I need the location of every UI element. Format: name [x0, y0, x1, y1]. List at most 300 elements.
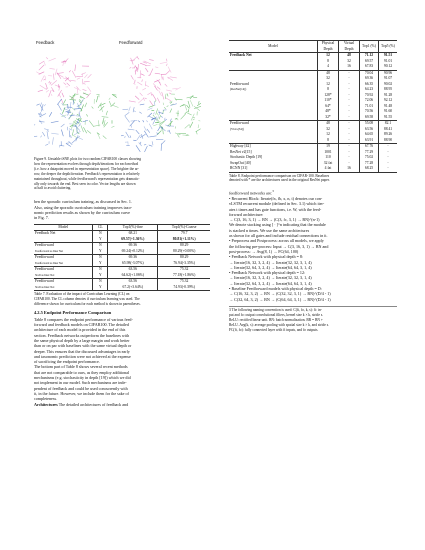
table-cell: - [339, 76, 360, 82]
tsne-arrow [190, 122, 193, 128]
tsne-arrow [60, 145, 61, 148]
table-cell: 69.36 [360, 76, 379, 82]
table-cell: 80.29 [180, 255, 189, 260]
tsne-panel-feedback [34, 57, 118, 147]
tsne-arrow [170, 109, 172, 113]
tsne-arrow [83, 127, 86, 133]
tsne-plots [34, 45, 210, 157]
table-cell: 64.62(+1.06%) [108, 273, 158, 279]
table8-header-physical: Physical Depth [318, 41, 339, 53]
tsne-arrow [83, 83, 86, 85]
tsne-arrow [139, 112, 141, 114]
tsne-arrow [41, 136, 42, 138]
table-cell: 71.01 [360, 104, 379, 110]
table-cell: - [339, 98, 360, 104]
tsne-arrow [111, 126, 114, 127]
table-cell: N [93, 267, 108, 273]
tsne-arrow [61, 130, 63, 137]
table-cell: 64.23 [360, 87, 379, 93]
table-cell: Feedback Net [34, 231, 93, 237]
table-cell: 12 [318, 132, 339, 138]
tsne-arrow [166, 71, 170, 75]
table-cell: 75.02 [360, 155, 379, 161]
tsne-arrow [52, 137, 53, 144]
table-cell: 91.01 [383, 58, 393, 63]
tsne-arrow [169, 130, 171, 134]
table-cell: 48 [318, 70, 339, 76]
table-cell: Stochastic Depth [19] [229, 155, 318, 161]
table-cell: 88.41 [383, 126, 393, 131]
tsne-arrow [167, 59, 168, 62]
tsne-arrow [193, 119, 195, 120]
tsne-arrow [63, 100, 65, 104]
table-cell: 63.56 [108, 267, 158, 273]
tsne-arrow [69, 141, 73, 144]
tsne-arrow [34, 124, 35, 128]
tsne-arrow [58, 104, 61, 110]
tsne-panel-feedforward [121, 56, 201, 152]
table-cell: 89.26 [383, 132, 393, 136]
section-heading: 4.2.5 Endpoint Performance Comparison [34, 309, 112, 315]
tsne-arrow [187, 96, 194, 98]
text-line: forward architecture: [229, 211, 264, 217]
table-cell: Feedforward [34, 279, 93, 285]
text-line: → Iterate(32, 64, 3, 2, 4) → Iterate(64, 64, 3, 1, 4) [229, 280, 312, 286]
caption-line: at half to avoid cluttering. [34, 186, 72, 191]
table-cell: Feedforward as Inter Net [34, 249, 93, 255]
tsne-figure [34, 40, 210, 157]
tsne-arrow [188, 101, 190, 108]
tsne-arrow [65, 77, 70, 82]
table-cell: Feedback Net [229, 53, 318, 59]
table7-header-cl: CL [93, 224, 108, 231]
tsne-arrow [155, 86, 158, 91]
tsne-arrow [137, 57, 139, 60]
tsne-arrow [172, 88, 177, 89]
text-line: Table 8 compares the endpoint performance of various feed- [34, 316, 133, 322]
tsne-arrow [149, 105, 155, 107]
table-cell: Feedforward [34, 243, 93, 249]
tsne-arrow [130, 60, 135, 61]
table-cell: - [339, 127, 360, 133]
tsne-arrow [125, 112, 130, 115]
tsne-arrow [67, 83, 70, 86]
table-cell: - [387, 160, 389, 165]
table-cell: 70.04 [360, 70, 379, 76]
tsne-arrow [129, 101, 136, 102]
tsne-arrow [39, 61, 44, 64]
tsne-arrow [160, 62, 167, 63]
tsne-arrow [135, 96, 139, 100]
tsne-arrow [38, 90, 43, 92]
text-line: deeper. This ensures that the discussed advantages in early [34, 348, 130, 354]
tsne-arrow [153, 115, 155, 117]
footnote-line: 3 The following naming convention is used: C(fi, fo, k, s): fi: in- [229, 307, 322, 312]
footnote-mark: 3 [272, 189, 274, 194]
table-cell: 8 [318, 87, 339, 93]
tsne-arrow [69, 130, 70, 137]
tsne-arrow [140, 104, 145, 105]
tsne-arrow [45, 144, 48, 145]
tsne-arrow [50, 68, 55, 69]
text-line: ben the sporadic curriculum training, as discussed in Sec. 1. [34, 199, 132, 205]
tsne-arrow [145, 68, 148, 72]
footnote [229, 306, 397, 333]
table-cell: 68.21 [108, 231, 158, 237]
table8-header-top1: Top1 (%) [360, 41, 379, 53]
tsne-arrow [188, 109, 189, 112]
text-line: and taxonomic prediction were not achieved at the expense [34, 353, 131, 359]
tsne-arrow [72, 129, 74, 135]
table-cell: - [339, 138, 360, 144]
tsne-arrow [198, 101, 199, 104]
text-line: architecture of each model is provided in the end of this [34, 327, 126, 333]
tsne-arrow [170, 102, 172, 103]
tsne-arrow [103, 136, 107, 139]
tsne-arrow [39, 72, 45, 75]
table-cell: 55.08 [360, 121, 379, 127]
table-cell: 65.98(-3.07%) [108, 261, 158, 267]
table-cell: N [93, 231, 108, 237]
tsne-arrow [198, 125, 199, 129]
table8-header-model: Model [229, 41, 318, 53]
table-cell: N [93, 255, 108, 261]
table-cell: (VGG[34]) [229, 127, 318, 133]
tsne-arrow [81, 125, 84, 132]
tsne-arrow [46, 90, 49, 92]
tsne-arrow [149, 124, 152, 130]
tsne-arrow [137, 82, 142, 85]
tsne-arrow [85, 103, 87, 107]
table-cell: 90.12 [383, 64, 393, 68]
table-cell: 88.90 [383, 137, 393, 142]
tsne-arrow [152, 94, 156, 101]
tsne-arrow [77, 114, 80, 115]
tsne-arrow [145, 146, 148, 152]
tsne-arrow [151, 110, 154, 111]
tsne-arrow [197, 103, 201, 106]
table-cell: 69.57 [360, 59, 379, 65]
caption-line: denoted with * are the architectures used in the original ResNet paper. [229, 178, 330, 183]
table-cell: 90.96 [383, 70, 393, 75]
tsne-arrow [50, 82, 51, 85]
figure-label-feedforward: Feedforward [119, 40, 143, 45]
table-cell: 32* [318, 115, 339, 121]
tsne-arrow [133, 83, 135, 84]
text-line: is stacked n times. We use the same architectures [229, 227, 310, 233]
text-line: → C(3, 16, 3, 1) → BN → (C(3, fc, 3, 1) → BN)^(n-1) [229, 217, 320, 223]
tsne-arrow [131, 75, 134, 79]
tsne-arrow [138, 98, 144, 103]
table-cell: - [339, 144, 360, 150]
tsne-arrow [144, 126, 146, 130]
table-cell: Highway [42] [229, 144, 318, 150]
tsne-arrow [77, 78, 80, 79]
tsne-arrow [157, 87, 160, 90]
caption-line: (i.e. how a datapoint moved in representation space). The brighter the ar- [34, 166, 139, 171]
tsne-arrow [49, 81, 50, 83]
text-line: → Iterate(16, 32, 3, 2, 4) → Iterate(32, 32, 3, 1, 4) [229, 275, 312, 281]
tsne-arrow [51, 121, 59, 123]
table7-header-fine: Top1(%)-fine [108, 224, 158, 231]
table-cell: - [339, 161, 360, 167]
tsne-arrow [49, 90, 52, 97]
footnote-line: ReLU: rectified linear unit. BN: batch normalization. BR = BN + [229, 317, 323, 322]
caption-line: difference shown for curriculum for each method is shown in parentheses. [34, 301, 141, 306]
tsne-arrow [128, 129, 135, 130]
caption-line: ally only towards the end. Best seen in color. Vector lengths are shown [34, 181, 136, 186]
tsne-arrow [42, 132, 45, 136]
tsne-arrow [49, 58, 56, 61]
table-cell: 4 [318, 64, 339, 70]
tsne-arrow [144, 145, 146, 146]
table-cell: - [339, 132, 360, 138]
tsne-arrow [53, 74, 54, 80]
text-line: → Iterate(16, 32, 3, 2, 4) → Iterate(32, 32, 3, 1, 4) [229, 259, 312, 265]
table-cell: - [387, 144, 389, 148]
tsne-arrow [165, 119, 167, 121]
tsne-arrow [82, 89, 86, 90]
tsne-arrow [163, 103, 164, 105]
tsne-arrow [140, 134, 145, 137]
tsne-arrow [151, 93, 152, 95]
tsne-arrow [61, 99, 63, 103]
tsne-arrow [71, 135, 72, 138]
tsne-arrow [153, 112, 155, 114]
table8-header-top5: Top5 (%) [381, 43, 395, 48]
tsne-arrow [136, 130, 140, 134]
text-line: not implement in our model. Such mechanisms are inde- [34, 380, 127, 386]
tsne-arrow [51, 80, 57, 85]
table-cell: Feedforward [34, 267, 93, 273]
text-line: mechanisms (e.g. stochasticity in depth [19]) which we did [34, 375, 131, 381]
table-cell: SwapOut [40] [229, 161, 318, 167]
text-line: • Baseline Feedforward models with physical depth = D: [229, 286, 322, 292]
tsne-arrow [66, 111, 69, 112]
table-cell: 48 [339, 53, 360, 59]
table-cell: 82.1 [384, 121, 392, 125]
tsne-arrow [161, 116, 162, 118]
text-line: → Iterate(32, 64, 3, 2, 4) → Iterate(64, 64, 3, 1, 4) [229, 264, 312, 270]
tsne-arrow [70, 100, 77, 101]
table-cell: Feedforward [229, 121, 318, 127]
tsne-arrow [74, 108, 81, 109]
text-line: it, in the future. However, we include them for the sake of [34, 390, 129, 396]
tsne-arrow [69, 70, 71, 72]
table-cell: ResNet v2[15] [229, 150, 318, 156]
tsne-arrow [47, 131, 48, 139]
tsne-arrow [79, 124, 81, 127]
table-cell: 1001 [318, 150, 339, 156]
caption-line: how the representation evolves through depth/iterations for each method [34, 161, 139, 166]
architectures-line [34, 402, 210, 407]
table-cell: 69.36 [108, 243, 158, 249]
tsne-arrow [57, 73, 64, 74]
tsne-arrow [145, 85, 149, 87]
table-cell: - [339, 82, 360, 88]
text-line: post-process: → Avg(8, 1) → FC(64, 100) [229, 248, 299, 254]
tsne-arrow [109, 98, 111, 100]
table-cell: 8 [318, 59, 339, 65]
footnote-line: put and fo: output convolutional filters, kernel size k × k, stride s. [229, 312, 324, 317]
tsne-arrow [62, 107, 65, 113]
tsne-arrow [112, 105, 118, 107]
tsne-arrow [140, 93, 143, 96]
table-cell: 48 [318, 121, 339, 127]
tsne-arrow [167, 77, 173, 81]
table-cell: 70.92 [360, 93, 379, 99]
tsne-arrow [196, 131, 197, 134]
tsne-arrow [44, 104, 46, 106]
text-line: • Recurrent Block: Iterate(fx, fb, x, n, t) denotes our con- [229, 195, 323, 201]
figure-label-feedback: Feedback [36, 40, 55, 45]
table-cell: 67.2(+3.64%) [108, 285, 158, 291]
tsne-arrow [66, 143, 71, 146]
tsne-arrow [142, 88, 146, 90]
tsne-arrow [157, 113, 158, 115]
tsne-arrow [149, 136, 156, 137]
table-cell: Feedforward as Inter Net [34, 261, 93, 267]
tsne-arrow [96, 96, 98, 102]
tsne-arrow [37, 104, 40, 105]
table-cell: 70.56 [360, 109, 379, 115]
right-intro [229, 189, 397, 196]
table7-header-coarse: Top1(%)-Coarse [171, 224, 197, 229]
table-cell: - [387, 166, 389, 170]
table-cell: 48* [318, 109, 339, 115]
table-cell: 63.91 [360, 138, 379, 144]
tsne-arrow [129, 107, 131, 112]
table-cell: - [339, 155, 360, 161]
caption-line: maintained throughout, while feedforward's representation gets dramatic- [34, 176, 140, 181]
table-cell: 110 [318, 155, 339, 161]
table-cell: Y [93, 237, 108, 243]
table-cell: 68.25 [360, 166, 379, 172]
tsne-arrow [163, 76, 164, 80]
caption-line: Table 8. Endpoint performance comparison on CIFAR-100. Baselines [229, 173, 330, 178]
text-line: ates t times and has gate functions, i.e. W, with the feed- [229, 206, 322, 212]
tsne-arrow [44, 62, 46, 66]
table-cell: 63.56 [360, 127, 379, 133]
tsne-arrow [87, 114, 88, 116]
table-cell: Y [93, 249, 108, 255]
tsne-arrow [185, 124, 190, 128]
tsne-arrow [131, 58, 134, 65]
tsne-arrow [57, 99, 62, 105]
table-cell: 32 [339, 59, 360, 65]
tsne-arrow [170, 119, 171, 122]
tsne-arrow [155, 100, 156, 102]
table-cell: 91.48 [383, 103, 393, 108]
table-cell: Y [93, 285, 108, 291]
text-line: than or on par with baselines with the same virtual depth or [34, 343, 132, 349]
table-endpoint [229, 40, 397, 173]
table-cell: 16 [339, 166, 360, 172]
tsne-arrow [167, 94, 168, 97]
table-cell: 91.60 [383, 109, 393, 113]
table-cell: 72.06 [360, 98, 379, 104]
tsne-arrow [79, 138, 83, 140]
text-line: of sacrificing the endpoint performance. [34, 359, 100, 365]
tsne-arrow [137, 135, 141, 140]
tsne-arrow [190, 100, 193, 106]
tsne-arrow [92, 107, 94, 109]
tsne-arrow [155, 73, 160, 74]
text-line: pendent of feedback and could be used concurrently with [34, 385, 128, 391]
table-cell: N [93, 243, 108, 249]
tsne-arrow [70, 102, 71, 109]
right-column [229, 40, 397, 332]
tsne-arrow [147, 108, 152, 110]
text-line: → C(32, 64, 3, 2) → BN → (C(64, 64, 3, 1) → BN)^(D/4 - 1) [229, 296, 331, 302]
caption-line: Table 7. Evaluation of the impact of Curriculum Learning (CL) on [34, 292, 130, 297]
tsne-arrow [40, 85, 47, 89]
tsne-arrow [75, 65, 76, 72]
tsne-arrow [106, 111, 107, 115]
text-line: that are not comparable to ours, as they employ additional [34, 369, 130, 375]
tsne-arrow [170, 77, 177, 78]
caption-line: Figure 9. Unstable tSNE plots for two random CIFAR100 classes showing [34, 157, 142, 161]
text-line: the same physical depth by a large margin and work better [34, 337, 130, 343]
table-cell: 128* [318, 93, 339, 99]
tsne-arrow [131, 121, 138, 122]
text-line: the following pre-process: Input → C(3, 16, 3, 1) → BN and [229, 243, 329, 249]
tsne-arrow [51, 87, 54, 92]
table-cell: N [93, 279, 108, 285]
tsne-arrow [158, 127, 161, 131]
architecture-description [229, 196, 397, 302]
tsne-arrow [153, 124, 157, 126]
tsne-arrow [169, 93, 171, 94]
tsne-arrow [47, 130, 48, 132]
tsne-arrow [164, 107, 166, 109]
table-cell: - [387, 155, 389, 159]
table-cell: 92.12 [383, 98, 393, 102]
tsne-arrow [144, 131, 148, 138]
tsne-arrow [138, 64, 139, 72]
table-cell: 76.94(-3.35%) [173, 260, 195, 265]
table-cell: 19 [318, 144, 339, 150]
table-cell: 16 [339, 64, 360, 70]
table-cell: 75.32 [180, 279, 189, 284]
text-line: Also, using the sporadic curriculum training improves taxo- [34, 204, 133, 210]
tsne-arrow [150, 101, 154, 106]
tsne-arrow [162, 92, 164, 100]
table-row [34, 249, 210, 255]
table7-caption [34, 292, 210, 307]
tsne-arrow [165, 84, 167, 87]
tsne-arrow [185, 111, 188, 114]
tsne-arrow [143, 120, 144, 122]
tsne-arrow [45, 76, 46, 80]
table-cell: - [339, 150, 360, 156]
tsne-arrow [157, 98, 160, 103]
tsne-arrow [138, 121, 140, 122]
tsne-arrow [165, 98, 171, 101]
text-line: → C(16, 32, 3, 2) → BN → (C(32, 32, 3, 1) → BN)^(D/4 - 1) [229, 291, 331, 297]
text-line: • Feedback Network with physical depth = 12: [229, 270, 306, 276]
text-line: • Feedback Network with physical depth = 8: [229, 254, 304, 260]
caption-line: row, the deeper the depth/iteration. Feedback's representation is relatively [34, 171, 140, 176]
tsne-arrow [41, 75, 44, 81]
table-cell: 69.24(+0.12%) [108, 249, 158, 255]
table7-header-model: Model [34, 224, 93, 231]
table-cell: 69.58 [360, 115, 379, 121]
table-cell: 90.02 [383, 81, 393, 86]
tsne-arrow [61, 124, 65, 127]
text-line: forward and feedback models on CIFAR100. The detailed [34, 322, 129, 328]
tsne-arrow [72, 71, 76, 78]
